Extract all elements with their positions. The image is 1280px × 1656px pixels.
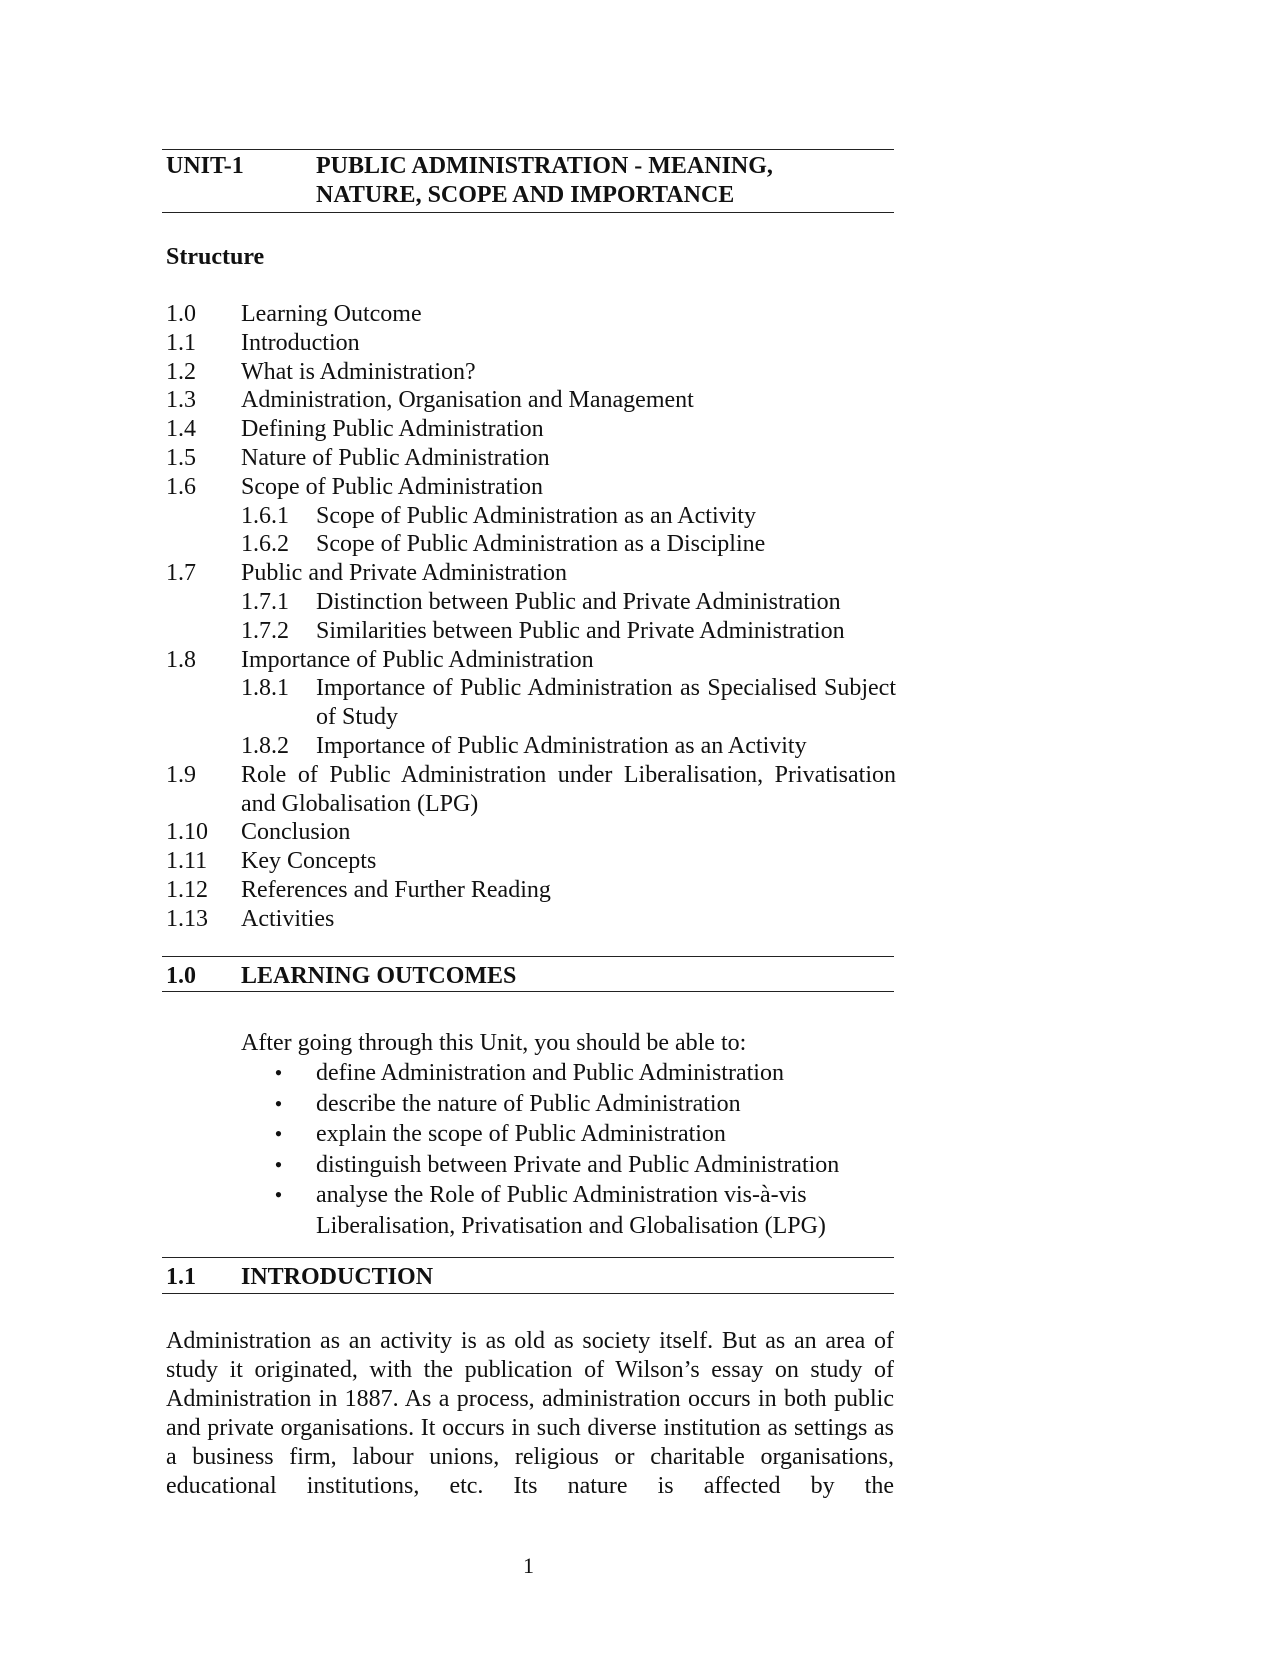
structure-item-text: Key Concepts [241, 848, 377, 875]
structure-item-number: 1.5 [166, 444, 196, 471]
structure-item-text: Similarities between Public and Private Administration [316, 617, 845, 644]
structure-item-text: Importance of Public Administration as Specialised Subject of Study [316, 675, 896, 731]
structure-item-number: 1.6.2 [241, 531, 289, 558]
structure-item-number: 1.2 [166, 358, 196, 385]
bullet-icon: • [274, 1182, 283, 1207]
structure-item-text: Introduction [241, 329, 360, 356]
structure-item-text: Activities [241, 905, 335, 932]
page-number: 1 [523, 1553, 534, 1578]
structure-item-number: 1.3 [166, 387, 196, 414]
structure-item [166, 732, 896, 761]
structure-item-number: 1.12 [166, 876, 208, 903]
outcome-item [241, 1119, 881, 1150]
structure-item-number: 1.13 [166, 905, 208, 932]
header-top-rule [162, 149, 894, 150]
structure-item-number: 1.10 [166, 819, 208, 846]
structure-item-text: What is Administration? [241, 358, 476, 385]
structure-title: Structure [166, 244, 265, 270]
outcome-item [241, 1058, 881, 1089]
structure-item [166, 674, 896, 732]
introduction-heading [166, 1263, 894, 1291]
structure-item-number: 1.6 [166, 473, 196, 500]
intro-top-rule [162, 1257, 894, 1258]
structure-item-text: Importance of Public Administration as an Activity [316, 732, 807, 759]
structure-item [166, 530, 896, 559]
outcomes-lead: After going through this Unit, you should be able to: [241, 1030, 747, 1056]
structure-item [166, 329, 896, 358]
structure-item [166, 617, 896, 646]
outcomes-top-rule [162, 956, 894, 957]
structure-item-text: Role of Public Administration under Liberalisation, Privatisation and Globalisation (LPG) [241, 761, 896, 817]
structure-item-number: 1.8.2 [241, 732, 289, 759]
structure-item-number: 1.9 [166, 761, 196, 788]
structure-item-text: Defining Public Administration [241, 416, 544, 443]
structure-item [166, 818, 896, 847]
structure-item-text: Public and Private Administration [241, 560, 567, 587]
structure-item-text: Nature of Public Administration [241, 444, 550, 471]
learning-outcomes-heading [166, 962, 894, 990]
bullet-icon: • [274, 1121, 283, 1146]
outcome-text: explain the scope of Public Administration [316, 1121, 726, 1147]
intro-bottom-rule [162, 1293, 894, 1294]
outcome-text: distinguish between Private and Public Administration [316, 1151, 840, 1178]
structure-item [166, 559, 896, 588]
structure-item [166, 876, 896, 905]
structure-item-number: 1.0 [166, 301, 196, 327]
structure-item-number: 1.7.1 [241, 588, 289, 615]
structure-item-text: Scope of Public Administration as a Discipline [316, 531, 766, 558]
structure-item [166, 358, 896, 387]
unit-title-line2: NATURE, SCOPE AND IMPORTANCE [316, 182, 735, 208]
outcome-text: analyse the Role of Public Administration vis-à-vis Liberalisation, Privatisation and Globalisation (LPG) [316, 1182, 826, 1239]
outcome-item [241, 1150, 881, 1181]
structure-item-number: 1.6.1 [241, 502, 289, 529]
section-number: 1.1 [166, 1264, 196, 1290]
structure-item [166, 415, 896, 444]
outcome-text: define Administration and Public Administration [316, 1060, 784, 1086]
structure-item [166, 646, 896, 675]
structure-item-number: 1.11 [166, 848, 208, 875]
structure-item [166, 473, 896, 502]
outcomes-bottom-rule [162, 991, 894, 992]
structure-item-number: 1.1 [166, 329, 196, 356]
section-number: 1.0 [166, 963, 196, 989]
structure-item [166, 386, 896, 415]
structure-item-text: Scope of Public Administration as an Activity [316, 502, 756, 529]
structure-item-text: Scope of Public Administration [241, 473, 543, 500]
structure-item [166, 444, 896, 473]
section-title: INTRODUCTION [241, 1264, 434, 1290]
outcome-text: describe the nature of Public Administration [316, 1090, 741, 1117]
structure-item-text: Importance of Public Administration [241, 646, 594, 673]
structure-item-number: 1.7.2 [241, 617, 289, 644]
structure-item-text: Learning Outcome [241, 301, 422, 327]
structure-item-number: 1.4 [166, 416, 196, 443]
unit-title [316, 152, 876, 210]
unit-title-line1: PUBLIC ADMINISTRATION - MEANING, [316, 153, 773, 179]
introduction-paragraph: Administration as an activity is as old as society itself. But as an area of study it originated, with the publication of Wilson’s essay on study of Administration in 1887. As a process, administration occurs in both public and private organisations. It occurs in such diverse institution as settings as a business firm, labour unions, religious or charitable organisations, educational institutions, etc. Its nature is affected by the [166, 1328, 894, 1499]
structure-item-number: 1.7 [166, 560, 196, 587]
structure-item [166, 502, 896, 531]
bullet-icon: • [274, 1090, 283, 1116]
outcome-item [241, 1180, 881, 1241]
outcomes-list [241, 1058, 881, 1241]
structure-item [166, 761, 896, 819]
structure-item [166, 847, 896, 876]
outcome-item [241, 1089, 881, 1120]
unit-label: UNIT-1 [166, 153, 244, 179]
header-bottom-rule [162, 212, 894, 213]
bullet-icon: • [274, 1151, 283, 1177]
structure-item-text: Administration, Organisation and Management [241, 387, 694, 414]
structure-list [166, 300, 896, 934]
structure-item-text: References and Further Reading [241, 876, 551, 903]
structure-item-number: 1.8.1 [241, 675, 289, 702]
bullet-icon: • [274, 1060, 283, 1085]
structure-item-text: Distinction between Public and Private Administration [316, 588, 841, 615]
structure-item [166, 905, 896, 934]
structure-item [166, 588, 896, 617]
section-title: LEARNING OUTCOMES [241, 963, 517, 989]
structure-item-text: Conclusion [241, 819, 351, 846]
structure-item [166, 300, 896, 329]
structure-item-number: 1.8 [166, 646, 196, 673]
